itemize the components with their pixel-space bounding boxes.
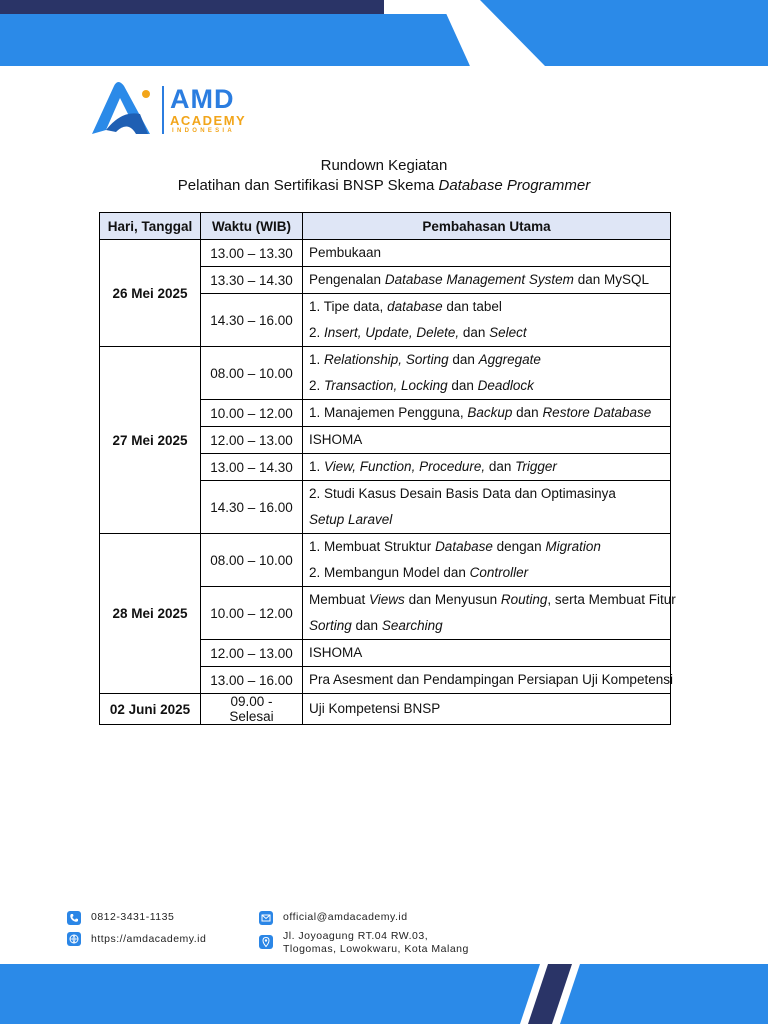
email-icon	[259, 911, 273, 925]
session-topic-cell	[303, 640, 671, 667]
topic-line	[309, 696, 664, 722]
session-time-cell: 12.00 – 13.00	[201, 640, 303, 667]
topic-text: Uji Kompetensi BNSP	[309, 701, 441, 716]
topic-text: 1.	[309, 459, 325, 474]
topic-text: dan	[485, 459, 516, 474]
day-date-cell: 27 Mei 2025	[100, 347, 201, 534]
session-topic-cell	[303, 454, 671, 481]
footer-website[interactable]: https://amdacademy.id	[91, 933, 207, 945]
topic-line	[309, 613, 664, 639]
footer-address-line-1: Jl. Joyoagung RT.04 RW.03,	[283, 930, 429, 942]
topic-line	[309, 373, 664, 399]
topic-text: dan	[459, 325, 490, 340]
topic-text: dengan	[492, 539, 546, 554]
table-header-row	[100, 213, 671, 240]
topic-line	[309, 240, 664, 266]
session-time-cell: 10.00 – 12.00	[201, 587, 303, 640]
table-body	[100, 240, 676, 725]
header-date: Hari, Tanggal	[100, 213, 201, 240]
topic-text: Backup	[467, 405, 513, 420]
topic-text: View, Function, Procedure,	[324, 459, 486, 474]
topic-text: Database	[435, 539, 493, 554]
session-time-cell: 13.00 – 14.30	[201, 454, 303, 481]
table-row	[100, 694, 671, 725]
topic-text: database	[387, 299, 443, 314]
footer-email[interactable]: official@amdacademy.id	[283, 911, 408, 923]
topic-text: 1. Membuat Struktur	[309, 539, 436, 554]
topic-text: 1. Manajemen Pengguna,	[309, 405, 468, 420]
topic-text: Controller	[469, 565, 529, 580]
topic-line	[309, 427, 664, 453]
topic-text: Migration	[545, 539, 601, 554]
topic-text: dan	[447, 378, 478, 393]
table-row	[100, 534, 671, 587]
document-title	[0, 156, 768, 196]
header-topic: Pembahasan Utama	[303, 213, 671, 240]
topic-text: Routing	[500, 592, 548, 607]
location-icon	[259, 935, 273, 949]
topic-text: Setup Laravel	[309, 512, 393, 527]
session-topic-cell	[303, 347, 671, 400]
header-time: Waktu (WIB)	[201, 213, 303, 240]
logo-brand-main: AMD	[170, 84, 235, 114]
topic-text: 2. Membangun Model dan	[309, 565, 470, 580]
logo-mark-icon	[88, 80, 158, 138]
topic-text: Membuat	[309, 592, 370, 607]
day-date-cell: 02 Juni 2025	[100, 694, 201, 725]
topic-text: dan	[351, 618, 382, 633]
session-topic-cell	[303, 240, 671, 267]
topic-line	[309, 347, 664, 373]
topic-text: Pembukaan	[309, 245, 382, 260]
topic-text: , serta Membuat Fitur	[547, 592, 676, 607]
topic-text: 2.	[309, 378, 325, 393]
footer-phone: 0812-3431-1135	[91, 911, 175, 923]
session-time-cell: 08.00 – 10.00	[201, 534, 303, 587]
session-time-cell: 13.00 – 13.30	[201, 240, 303, 267]
topic-text: 2. Studi Kasus Desain Basis Data dan Optimasinya	[309, 486, 616, 501]
topic-text: Select	[489, 325, 527, 340]
topic-text: Database Management System	[384, 272, 574, 287]
topic-line	[309, 640, 664, 666]
session-time-cell: 14.30 – 16.00	[201, 481, 303, 534]
session-time-cell: 09.00 - Selesai	[201, 694, 303, 725]
topic-text: dan	[448, 352, 479, 367]
topic-text: dan	[512, 405, 543, 420]
topic-text: 1.	[309, 352, 325, 367]
session-time-cell: 14.30 – 16.00	[201, 294, 303, 347]
topic-text: Searching	[381, 618, 443, 633]
logo-brand-country: INDONESIA	[172, 128, 236, 134]
day-date-cell: 28 Mei 2025	[100, 534, 201, 694]
topic-line	[309, 267, 664, 293]
session-time-cell: 13.30 – 14.30	[201, 267, 303, 294]
session-topic-cell	[303, 481, 671, 534]
amd-academy-logo	[88, 80, 258, 140]
session-topic-cell	[303, 667, 671, 694]
topic-text: ISHOMA	[309, 432, 363, 447]
session-topic-cell	[303, 694, 671, 725]
topic-text: Restore Database	[542, 405, 652, 420]
topic-text: dan MySQL	[573, 272, 649, 287]
session-time-cell: 08.00 – 10.00	[201, 347, 303, 400]
topic-text: 1. Tipe data,	[309, 299, 388, 314]
session-topic-cell	[303, 267, 671, 294]
day-date-cell: 26 Mei 2025	[100, 240, 201, 347]
topic-text: dan tabel	[442, 299, 502, 314]
topic-text: Pengenalan	[309, 272, 385, 287]
topic-text: ISHOMA	[309, 645, 363, 660]
topic-text: Trigger	[515, 459, 557, 474]
session-topic-cell	[303, 534, 671, 587]
topic-text: Pra Asesment dan Pendampingan Persiapan Uji Kompetensi	[309, 672, 673, 687]
rundown-table	[99, 212, 676, 725]
topic-text: Aggregate	[478, 352, 541, 367]
footer-decoration	[0, 960, 768, 1024]
topic-text: Deadlock	[477, 378, 534, 393]
session-time-cell: 13.00 – 16.00	[201, 667, 303, 694]
session-topic-cell	[303, 294, 671, 347]
topic-text: Insert, Update, Delete,	[324, 325, 460, 340]
topic-line	[309, 667, 673, 693]
topic-line	[309, 507, 664, 533]
topic-line	[309, 294, 664, 320]
topic-line	[309, 560, 664, 586]
title-line-2-prefix: Pelatihan dan Sertifikasi BNSP Skema	[177, 177, 439, 194]
footer-address	[283, 930, 469, 956]
globe-icon	[67, 932, 81, 946]
topic-line	[309, 534, 664, 560]
footer-address-line-2: Tlogomas, Lowokwaru, Kota Malang	[283, 943, 469, 955]
topic-line	[309, 454, 664, 480]
title-line-1: Rundown Kegiatan	[320, 157, 448, 174]
topic-line	[309, 587, 676, 613]
topic-text: Transaction, Locking	[324, 378, 448, 393]
table-row	[100, 347, 671, 400]
phone-icon	[67, 911, 81, 925]
title-line-2	[0, 176, 768, 196]
session-time-cell: 12.00 – 13.00	[201, 427, 303, 454]
topic-line	[309, 481, 664, 507]
logo-brand-sub: ACADEMY	[170, 113, 247, 128]
topic-text: dan Menyusun	[404, 592, 501, 607]
header-decoration	[0, 0, 768, 70]
topic-text: 2.	[309, 325, 325, 340]
logo-divider	[162, 86, 164, 134]
topic-text: Relationship, Sorting	[324, 352, 449, 367]
title-line-2-italic: Database Programmer	[438, 177, 591, 194]
session-topic-cell	[303, 427, 671, 454]
session-time-cell: 10.00 – 12.00	[201, 400, 303, 427]
session-topic-cell	[303, 400, 671, 427]
table-row	[100, 240, 671, 267]
topic-text: Sorting	[309, 618, 352, 633]
topic-line	[309, 320, 664, 346]
topic-text: Views	[369, 592, 405, 607]
topic-line	[309, 400, 664, 426]
session-topic-cell	[303, 587, 676, 640]
